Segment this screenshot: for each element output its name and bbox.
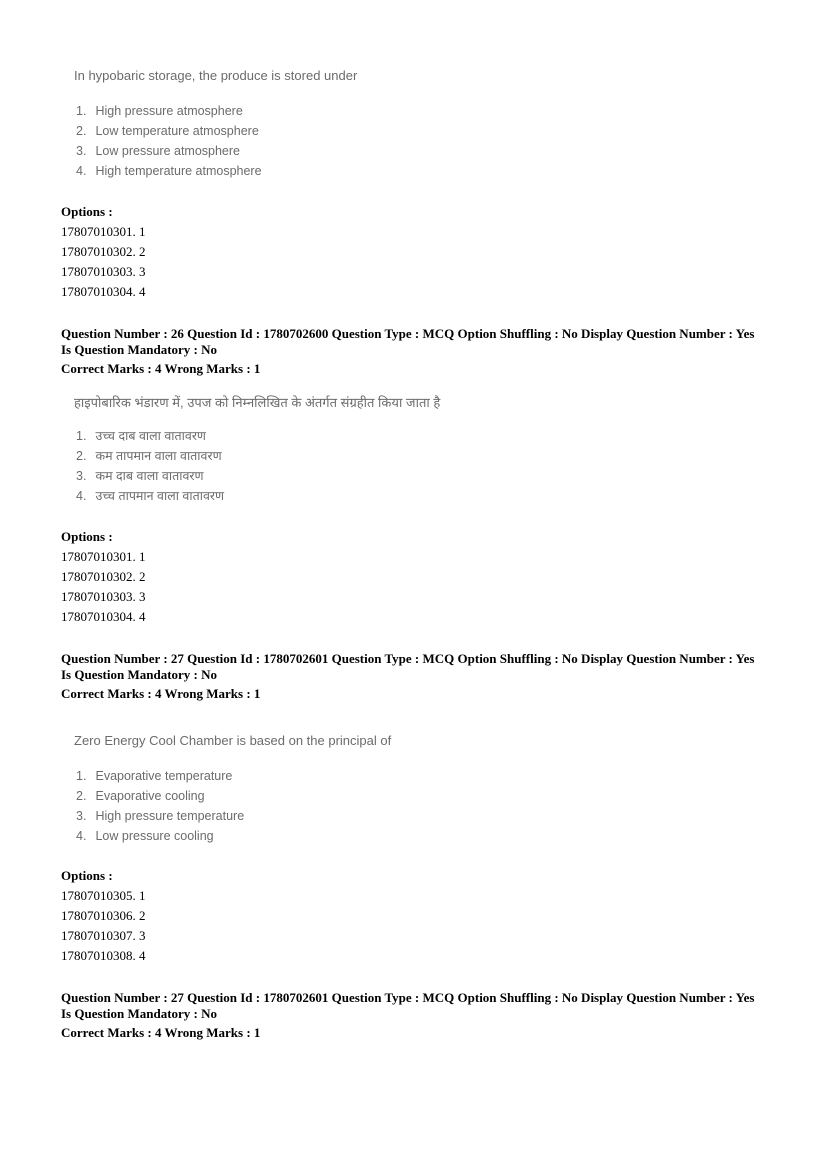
question-meta <box>61 990 781 1041</box>
question-meta-line: Question Number : 27 Question Id : 1780702601 Question Type : MCQ Option Shuffling : No Display Question Number : Yes <box>61 651 755 666</box>
choice-item: 4. उच्च तापमान वाला वातावरण <box>76 489 225 503</box>
question-meta-line: Question Number : 26 Question Id : 1780702600 Question Type : MCQ Option Shuffling : No Display Question Number : Yes <box>61 326 755 341</box>
choice-item: 3. कम दाब वाला वातावरण <box>76 469 204 483</box>
option-id: 17807010301. 1 <box>61 224 146 239</box>
choice-item: 1. High pressure atmosphere <box>76 104 243 118</box>
choice-item: 3. High pressure temperature <box>76 809 245 823</box>
choice-item: 2. Evaporative cooling <box>76 789 205 803</box>
options-header: Options : <box>61 868 113 883</box>
option-id: 17807010304. 4 <box>61 609 146 624</box>
question-stem: Zero Energy Cool Chamber is based on the principal of <box>74 733 392 748</box>
option-id: 17807010302. 2 <box>61 244 146 259</box>
options-header: Options : <box>61 529 113 544</box>
option-id: 17807010301. 1 <box>61 549 146 564</box>
question-marks: Correct Marks : 4 Wrong Marks : 1 <box>61 686 261 701</box>
option-id: 17807010302. 2 <box>61 569 146 584</box>
options-list <box>61 202 146 302</box>
question-meta <box>61 326 781 377</box>
question-image-hypobaric-en <box>62 68 482 181</box>
choice-item: 3. Low pressure atmosphere <box>76 144 241 158</box>
choice-list <box>76 426 482 506</box>
option-id: 17807010308. 4 <box>61 948 146 963</box>
choice-item: 1. उच्च दाब वाला वातावरण <box>76 429 206 443</box>
question-image-hypobaric-hi <box>62 393 482 506</box>
question-meta <box>61 651 781 702</box>
choice-item: 4. Low pressure cooling <box>76 829 214 843</box>
option-id: 17807010303. 3 <box>61 264 146 279</box>
question-marks: Correct Marks : 4 Wrong Marks : 1 <box>61 1025 261 1040</box>
question-meta-line: Question Number : 27 Question Id : 1780702601 Question Type : MCQ Option Shuffling : No Display Question Number : Yes <box>61 990 755 1005</box>
options-list <box>61 866 146 966</box>
question-stem: हाइपोबारिक भंडारण में, उपज को निम्नलिखित के अंतर्गत संग्रहीत किया जाता है <box>74 395 441 410</box>
option-id: 17807010304. 4 <box>61 284 146 299</box>
question-mandatory: Is Question Mandatory : No <box>61 342 218 357</box>
choice-item: 2. कम तापमान वाला वातावरण <box>76 449 222 463</box>
option-id: 17807010303. 3 <box>61 589 146 604</box>
question-stem: In hypobaric storage, the produce is stored under <box>74 68 358 83</box>
options-list <box>61 527 146 627</box>
choice-list <box>76 766 482 846</box>
options-header: Options : <box>61 204 113 219</box>
choice-item: 2. Low temperature atmosphere <box>76 124 259 138</box>
question-mandatory: Is Question Mandatory : No <box>61 1006 218 1021</box>
choice-item: 1. Evaporative temperature <box>76 769 233 783</box>
option-id: 17807010307. 3 <box>61 928 146 943</box>
question-image-cool-chamber <box>62 733 482 846</box>
option-id: 17807010306. 2 <box>61 908 146 923</box>
choice-list <box>76 101 482 181</box>
choice-item: 4. High temperature atmosphere <box>76 164 262 178</box>
question-mandatory: Is Question Mandatory : No <box>61 667 218 682</box>
option-id: 17807010305. 1 <box>61 888 146 903</box>
question-marks: Correct Marks : 4 Wrong Marks : 1 <box>61 361 261 376</box>
